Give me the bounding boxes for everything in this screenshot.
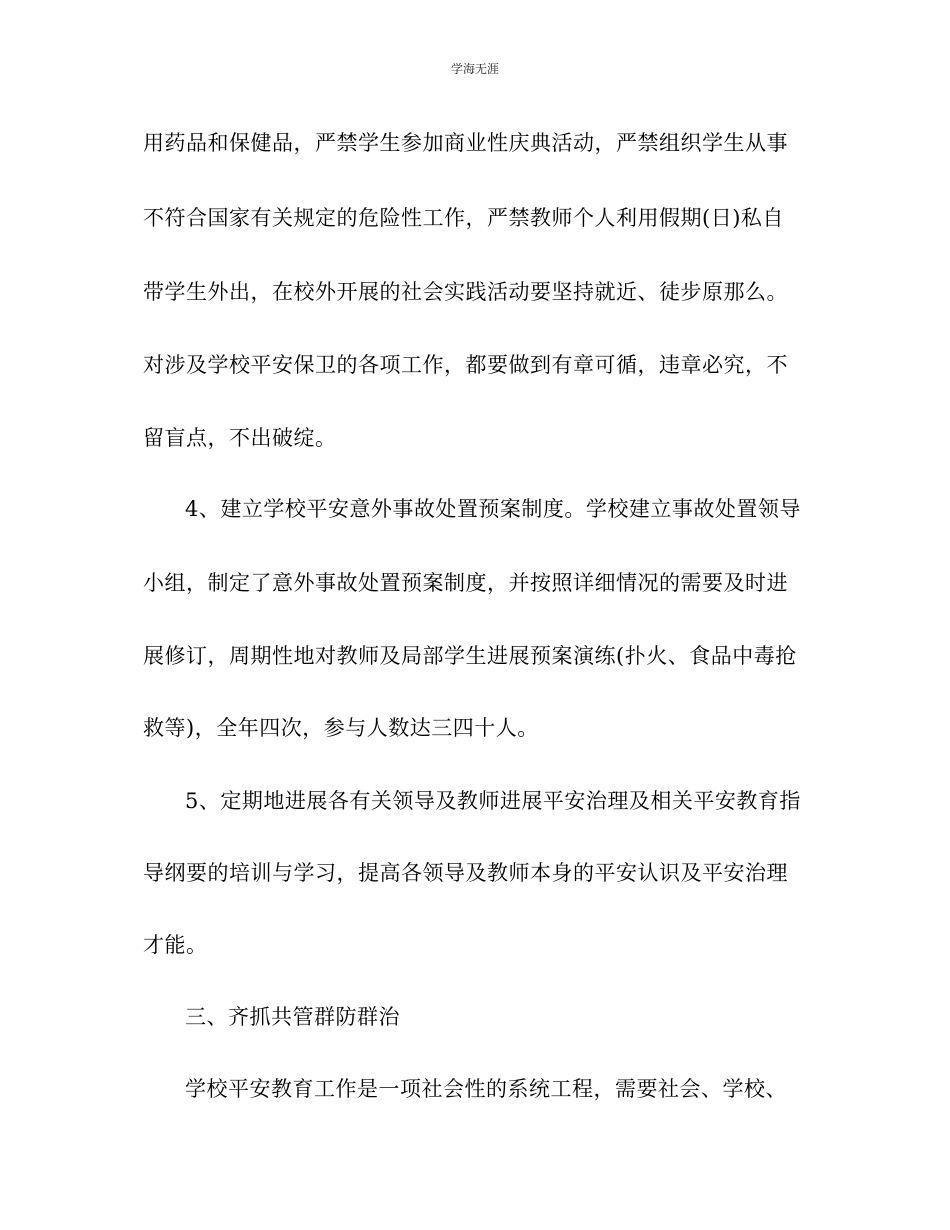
section-heading: 三、齐抓共管群防群治 xyxy=(185,1005,400,1029)
text-line: 小组，制定了意外事故处置预案制度，并按照详细情况的需要及时进 xyxy=(143,571,788,595)
paragraph-start-line: 4、建立学校平安意外事故处置预案制度。学校建立事故处置领导 xyxy=(185,497,801,521)
page-header: 学海无涯 xyxy=(450,62,499,76)
text-line: 导纲要的培训与学习，提高各领导及教师本身的平安认识及平安治理 xyxy=(143,861,788,885)
text-line: 用药品和保健品，严禁学生参加商业性庆典活动，严禁组织学生从事 xyxy=(143,131,788,155)
paragraph-start-line: 学校平安教育工作是一项社会性的系统工程，需要社会、学校、 xyxy=(185,1077,787,1101)
text-line: 救等)，全年四次，参与人数达三四十人。 xyxy=(143,716,539,740)
paragraph-start-line: 5、定期地进展各有关领导及教师进展平安治理及相关平安教育指 xyxy=(185,789,801,813)
text-line: 对涉及学校平安保卫的各项工作，都要做到有章可循，违章必究，不 xyxy=(143,353,788,377)
text-line: 才能。 xyxy=(143,933,208,957)
text-line: 带学生外出，在校外开展的社会实践活动要坚持就近、徒步原那么。 xyxy=(143,280,788,304)
text-line: 留盲点，不出破绽。 xyxy=(143,426,337,450)
text-line: 展修订，周期性地对教师及局部学生进展预案演练(扑火、食品中毒抢 xyxy=(143,644,797,668)
text-line: 不符合国家有关规定的危险性工作，严禁教师个人利用假期(日)私自 xyxy=(143,206,784,230)
